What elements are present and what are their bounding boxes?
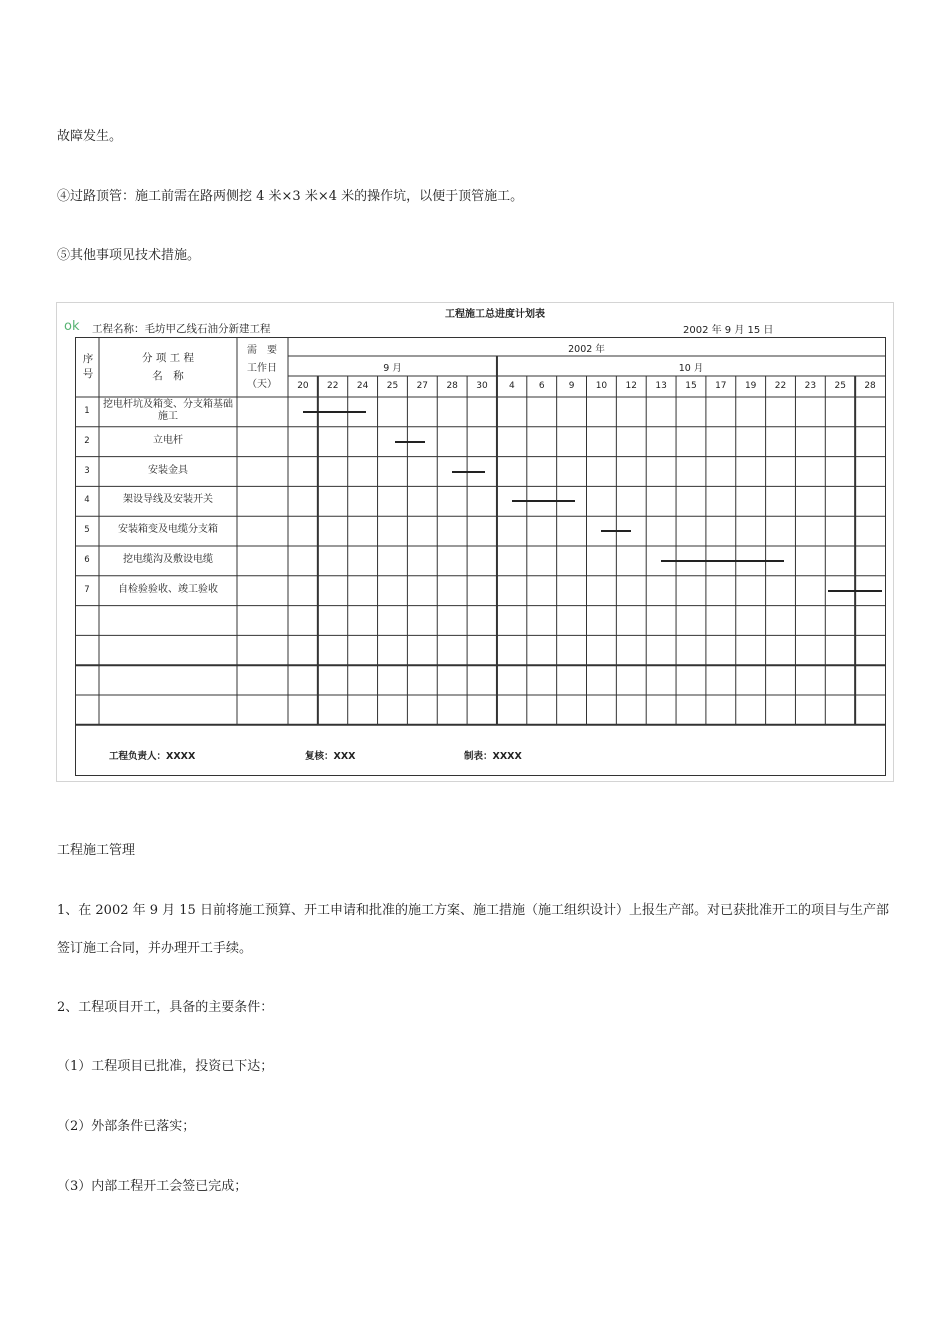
gantt-bar — [828, 590, 882, 592]
task-name: 自检验验收、竣工验收 — [118, 583, 218, 595]
paragraph-condition-1: （1）工程项目已批准，投资已下达； — [57, 1059, 274, 1074]
day-column-label: 27 — [416, 381, 429, 391]
section-title: 工程施工管理 — [57, 843, 136, 858]
day-column-label: 25 — [834, 381, 846, 391]
day-column-label: 28 — [446, 381, 458, 391]
project-name: 工程名称：毛坊甲乙线石油分新建工程 — [92, 323, 271, 335]
task-name: 架设导线及安装开关 — [123, 494, 213, 506]
header-month-october: 10 月 — [678, 363, 704, 374]
day-column-label: 6 — [538, 381, 545, 391]
header-days-line3: （天） — [247, 379, 277, 390]
day-column-label: 22 — [774, 381, 787, 391]
day-column-label: 15 — [685, 381, 697, 391]
gantt-bar — [303, 411, 366, 413]
paragraph-condition-3: （3）内部工程开工会签已完成； — [57, 1179, 248, 1194]
day-column-label: 20 — [297, 381, 309, 391]
header-year: 2002 年 — [568, 344, 605, 355]
day-column-label: 10 — [595, 381, 608, 391]
footer-prepared: 制表：XXXX — [464, 751, 522, 762]
gantt-bar — [661, 560, 783, 562]
header-days-line2: 工作日 — [247, 363, 277, 374]
task-number: 7 — [84, 584, 90, 595]
paragraph-condition-2: （2）外部条件已落实； — [57, 1119, 196, 1134]
day-column-label: 12 — [625, 381, 637, 391]
day-column-label: 4 — [508, 381, 515, 391]
day-column-label: 24 — [356, 381, 369, 391]
task-number: 3 — [84, 465, 90, 476]
gantt-bar — [452, 471, 485, 473]
task-number: 5 — [84, 525, 90, 536]
paragraph-other-items: ⑤其他事项见技术措施。 — [57, 248, 201, 263]
paragraph-pipe-jacking: ④过路顶管：施工前需在路两侧挖 4 米×3 米×4 米的操作坑，以便于顶管施工。 — [57, 189, 524, 204]
task-name: 挖电杆坑及箱变、分支箱基础施工 — [103, 399, 233, 422]
watermark-logo: ok — [64, 319, 80, 334]
task-number: 6 — [84, 555, 90, 565]
header-name-line2: 名 称 — [152, 370, 184, 382]
paragraph-2: 2、工程项目开工，具备的主要条件： — [57, 1000, 274, 1015]
paragraph-1: 1、在 2002 年 9 月 15 日前将施工预算、开工申请和批准的施工方案、施工措施（施工组织设计）上报生产部。对已获批准开工的项目与生产部签订施工合同，并办理开工手续。 — [57, 903, 889, 956]
day-column-label: 19 — [744, 381, 757, 391]
task-name: 挖电缆沟及敷设电缆 — [123, 554, 213, 565]
task-name: 立电杆 — [153, 434, 183, 446]
day-column-label: 25 — [386, 381, 399, 391]
day-column-label: 17 — [715, 381, 727, 391]
day-column-label: 22 — [327, 381, 339, 391]
gantt-bar — [601, 530, 631, 532]
task-number: 2 — [84, 435, 90, 446]
footer-manager: 工程负责人：XXXX — [109, 751, 196, 762]
day-column-label: 23 — [804, 381, 817, 391]
day-column-label: 28 — [864, 381, 876, 391]
header-days-line1: 需 要 — [247, 345, 277, 356]
day-column-label: 13 — [655, 381, 667, 391]
footer-review: 复核：XXX — [305, 751, 356, 762]
gantt-bar — [395, 441, 425, 443]
day-column-label: 9 — [568, 381, 575, 391]
paragraph-fault: 故障发生。 — [57, 129, 123, 144]
task-name: 安装金具 — [148, 464, 188, 476]
schedule-date: 2002 年 9 月 15 日 — [683, 325, 774, 336]
task-number: 4 — [84, 495, 90, 506]
task-name: 安装箱变及电缆分支箱 — [118, 524, 218, 536]
header-no: 序号 — [82, 353, 94, 380]
task-number: 1 — [84, 406, 90, 416]
header-name-line1: 分 项 工 程 — [141, 352, 194, 364]
gantt-bar — [512, 500, 575, 502]
day-column-label: 30 — [476, 381, 488, 391]
schedule-title: 工程施工总进度计划表 — [445, 309, 545, 320]
header-month-september: 9 月 — [383, 363, 402, 374]
